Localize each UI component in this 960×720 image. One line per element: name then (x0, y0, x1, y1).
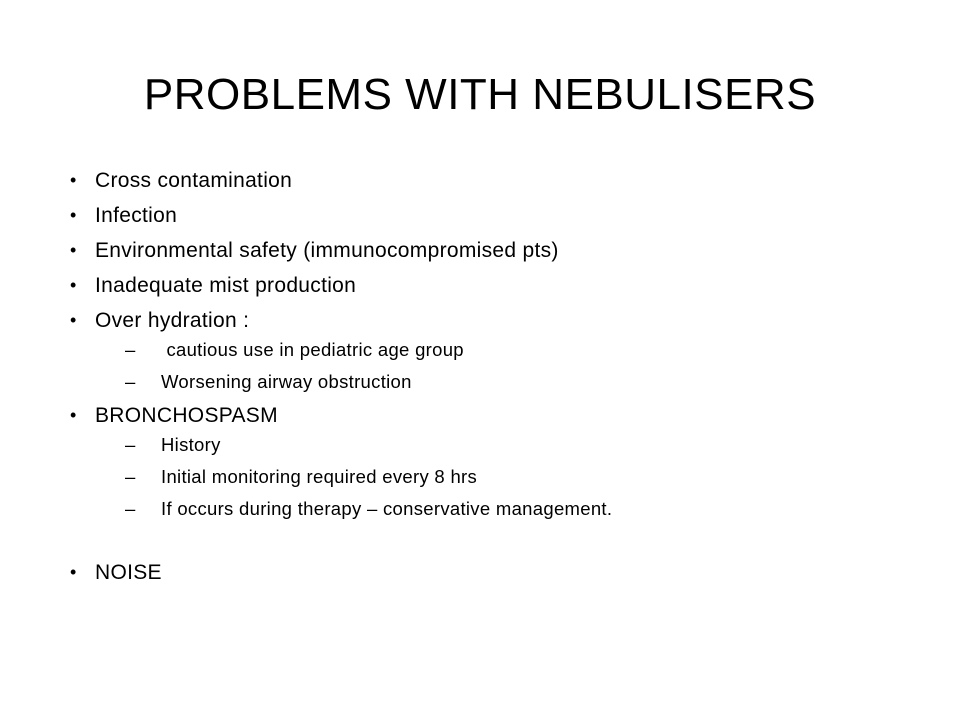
bullet-icon: • (70, 205, 77, 225)
sub-item (95, 339, 930, 361)
dash-icon: – (125, 371, 136, 392)
bullet-text: Infection (95, 204, 178, 227)
bullet-text: NOISE (95, 561, 162, 584)
sub-item (95, 466, 930, 488)
sub-item-text: If occurs during therapy – conservative management. (161, 498, 613, 519)
bullet-item-noise (70, 560, 930, 585)
bullet-text: Inadequate mist production (95, 274, 357, 297)
bullet-icon: • (70, 310, 77, 330)
sub-item-text: Initial monitoring required every 8 hrs (161, 466, 478, 487)
bullet-list (70, 168, 930, 595)
bullet-text: Cross contamination (95, 169, 293, 192)
sub-item (95, 434, 930, 456)
bullet-text: Environmental safety (immunocompromised pts) (95, 239, 559, 262)
bullet-text: Over hydration : (95, 309, 250, 332)
bullet-icon: • (70, 275, 77, 295)
bullet-item (70, 273, 930, 298)
dash-icon: – (125, 498, 136, 519)
bullet-item (70, 238, 930, 263)
dash-icon: – (125, 339, 136, 360)
bullet-icon: • (70, 405, 77, 425)
bullet-item (70, 168, 930, 193)
bullet-item-bronchospasm (70, 403, 930, 520)
sub-item-text: Worsening airway obstruction (161, 371, 412, 392)
sub-list (95, 339, 930, 393)
sub-item (95, 371, 930, 393)
sub-item-text: History (161, 434, 221, 455)
dash-icon: – (125, 466, 136, 487)
sub-item (95, 498, 930, 520)
bullet-text: BRONCHOSPASM (95, 404, 278, 427)
bullet-icon: • (70, 240, 77, 260)
bullet-icon: • (70, 170, 77, 190)
bullet-icon: • (70, 562, 77, 582)
sub-list (95, 434, 930, 520)
slide-title: PROBLEMS WITH NEBULISERS (143, 70, 817, 119)
sub-item-text: cautious use in pediatric age group (161, 339, 464, 360)
bullet-item (70, 203, 930, 228)
bullet-item-over-hydration (70, 308, 930, 393)
dash-icon: – (125, 434, 136, 455)
spacer (70, 530, 930, 560)
